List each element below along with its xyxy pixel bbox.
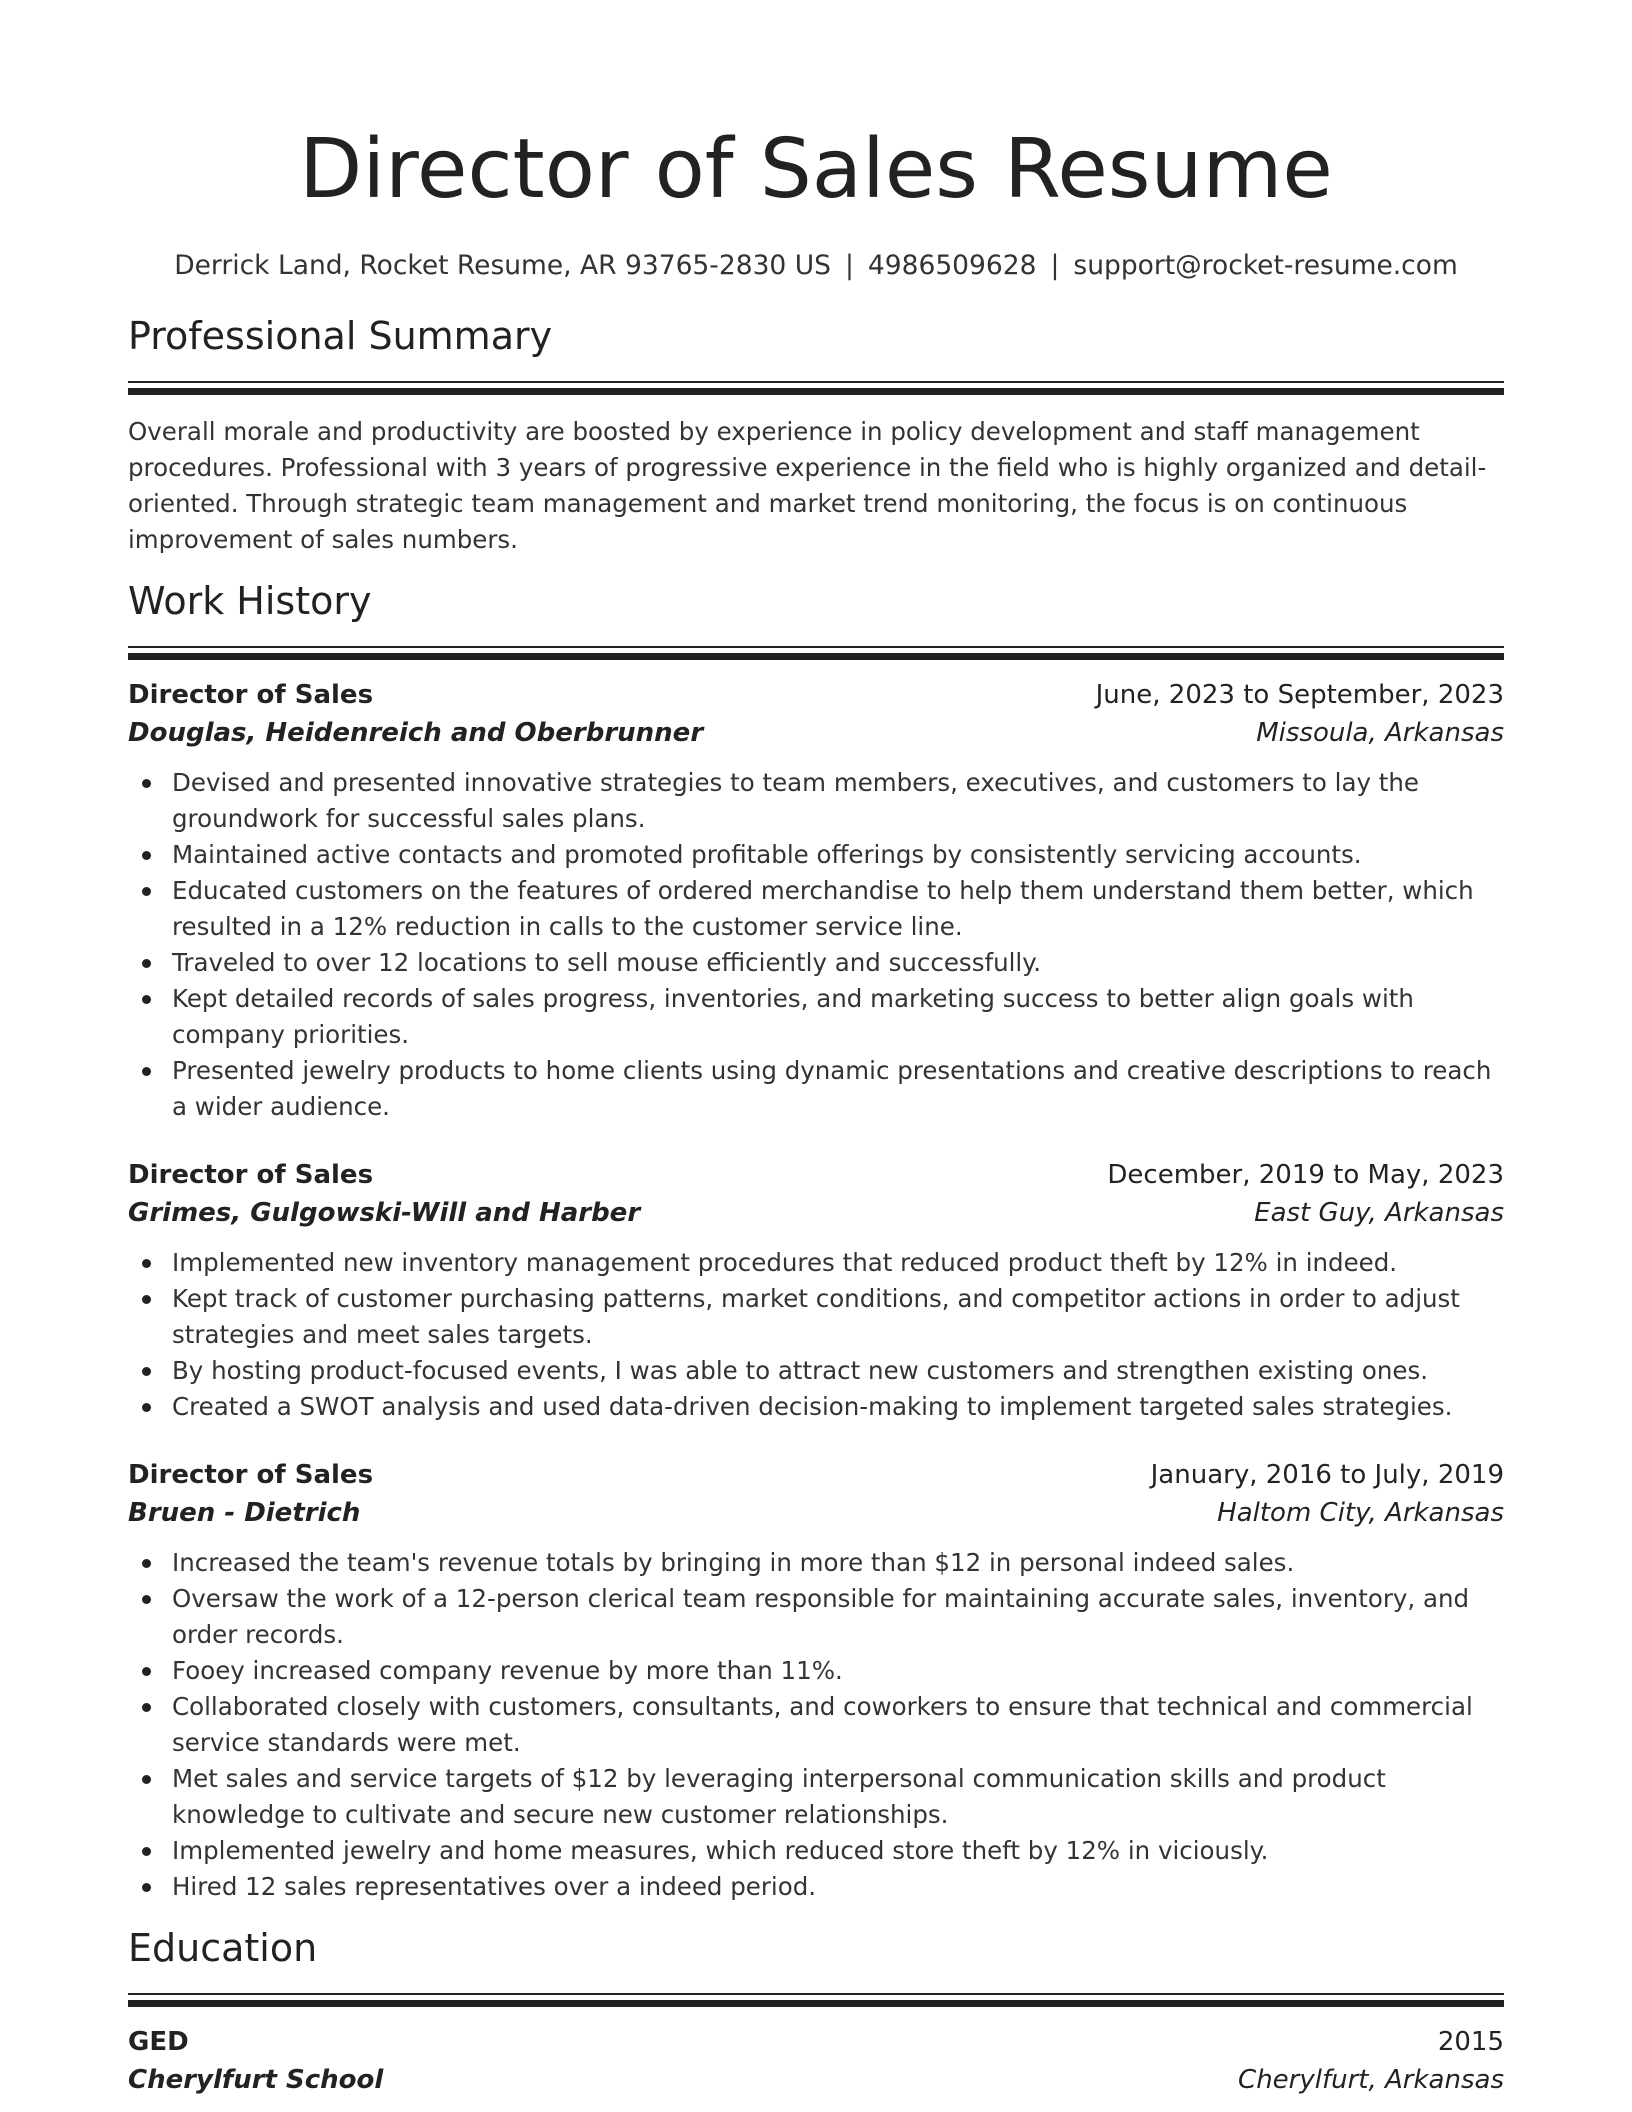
- education-degree: GED: [128, 2027, 189, 2057]
- job-role: Director of Sales: [128, 1160, 374, 1190]
- job-location: Missoula, Arkansas: [1256, 718, 1504, 748]
- section-divider-thin: [128, 1993, 1504, 1995]
- contact-separator: |: [844, 250, 854, 281]
- job-company: Bruen - Dietrich: [128, 1498, 361, 1528]
- job-entry: [128, 1456, 1504, 1905]
- job-dates: December, 2019 to May, 2023: [1107, 1160, 1504, 1190]
- job-subheader: [128, 714, 1504, 752]
- summary-text: Overall morale and productivity are boosted by experience in policy development and staff management procedures. Professional with 3 years of progressive experience in the field who is highly organized and detail-oriented. Through strategic team management and market trend monitoring, the focus is on continuous improvement of sales numbers.: [128, 417, 1487, 554]
- education-section: [128, 1923, 1504, 2099]
- list-item: Implemented new inventory management procedures that reduced product theft by 12% in indeed.: [128, 1245, 1504, 1281]
- job-dates: January, 2016 to July, 2019: [1150, 1460, 1504, 1490]
- education-subheader: [128, 2061, 1504, 2099]
- list-item: Devised and presented innovative strategies to team members, executives, and customers to lay the groundwork for successful sales plans.: [128, 765, 1504, 837]
- education-entry: [128, 2023, 1504, 2099]
- list-item: Educated customers on the features of ordered merchandise to help them understand them better, which resulted in a 12% reduction in calls to the customer service line.: [128, 873, 1504, 945]
- summary-heading: Professional Summary: [128, 314, 553, 358]
- job-role: Director of Sales: [128, 1460, 374, 1490]
- job-entry: [128, 1156, 1504, 1425]
- contact-separator: |: [1050, 250, 1060, 281]
- job-entry: [128, 676, 1504, 1125]
- list-item: Implemented jewelry and home measures, which reduced store theft by 12% in viciously.: [128, 1833, 1504, 1869]
- list-item: Created a SWOT analysis and used data-driven decision-making to implement targeted sales strategies.: [128, 1389, 1504, 1425]
- job-dates: June, 2023 to September, 2023: [1095, 680, 1504, 710]
- section-divider-thick: [128, 653, 1504, 660]
- summary-section: [128, 311, 1504, 558]
- contact-email: support@rocket-resume.com: [1073, 250, 1458, 281]
- job-location: East Guy, Arkansas: [1254, 1198, 1504, 1228]
- section-divider-thin: [128, 646, 1504, 648]
- job-company: Grimes, Gulgowski-Will and Harber: [128, 1198, 641, 1228]
- work-history-heading: Work History: [128, 579, 372, 623]
- education-school: Cherylfurt School: [128, 2065, 384, 2095]
- job-company: Douglas, Heidenreich and Oberbrunner: [128, 718, 704, 748]
- job-bullets: [128, 765, 1504, 1125]
- list-item: Fooey increased company revenue by more than 11%.: [128, 1653, 1504, 1689]
- list-item: Collaborated closely with customers, consultants, and coworkers to ensure that technical and commercial service standards were met.: [128, 1689, 1504, 1761]
- job-header: [128, 1156, 1504, 1194]
- job-bullets: [128, 1245, 1504, 1425]
- education-year: 2015: [1437, 2027, 1504, 2057]
- list-item: Traveled to over 12 locations to sell mouse efficiently and successfully.: [128, 945, 1504, 981]
- section-divider-thin: [128, 381, 1504, 383]
- job-subheader: [128, 1494, 1504, 1532]
- work-history-section: [128, 576, 1504, 1905]
- education-heading: Education: [128, 1926, 318, 1970]
- education-header: [128, 2023, 1504, 2061]
- contact-phone: 4986509628: [867, 250, 1037, 281]
- job-role: Director of Sales: [128, 680, 374, 710]
- list-item: Increased the team's revenue totals by bringing in more than $12 in personal indeed sales.: [128, 1545, 1504, 1581]
- contact-address: Derrick Land, Rocket Resume, AR 93765-2830 US: [174, 250, 831, 281]
- list-item: Presented jewelry products to home clients using dynamic presentations and creative descriptions to reach a wider audience.: [128, 1053, 1504, 1125]
- job-header: [128, 1456, 1504, 1494]
- job-location: Haltom City, Arkansas: [1217, 1498, 1504, 1528]
- page-title: Director of Sales Resume: [299, 122, 1333, 217]
- list-item: Maintained active contacts and promoted profitable offerings by consistently servicing accounts.: [128, 837, 1504, 873]
- section-divider-thick: [128, 2000, 1504, 2007]
- list-item: Met sales and service targets of $12 by leveraging interpersonal communication skills and product knowledge to cultivate and secure new customer relationships.: [128, 1761, 1504, 1833]
- education-location: Cherylfurt, Arkansas: [1238, 2065, 1504, 2095]
- contact-line: [128, 248, 1504, 284]
- job-bullets: [128, 1545, 1504, 1905]
- section-divider-thick: [128, 388, 1504, 395]
- list-item: Hired 12 sales representatives over a indeed period.: [128, 1869, 1504, 1905]
- job-subheader: [128, 1194, 1504, 1232]
- list-item: Kept detailed records of sales progress, inventories, and marketing success to better align goals with company priorities.: [128, 981, 1504, 1053]
- job-header: [128, 676, 1504, 714]
- list-item: Kept track of customer purchasing patterns, market conditions, and competitor actions in order to adjust strategies and meet sales targets.: [128, 1281, 1504, 1353]
- list-item: Oversaw the work of a 12-person clerical team responsible for maintaining accurate sales, inventory, and order records.: [128, 1581, 1504, 1653]
- list-item: By hosting product-focused events, I was able to attract new customers and strengthen existing ones.: [128, 1353, 1504, 1389]
